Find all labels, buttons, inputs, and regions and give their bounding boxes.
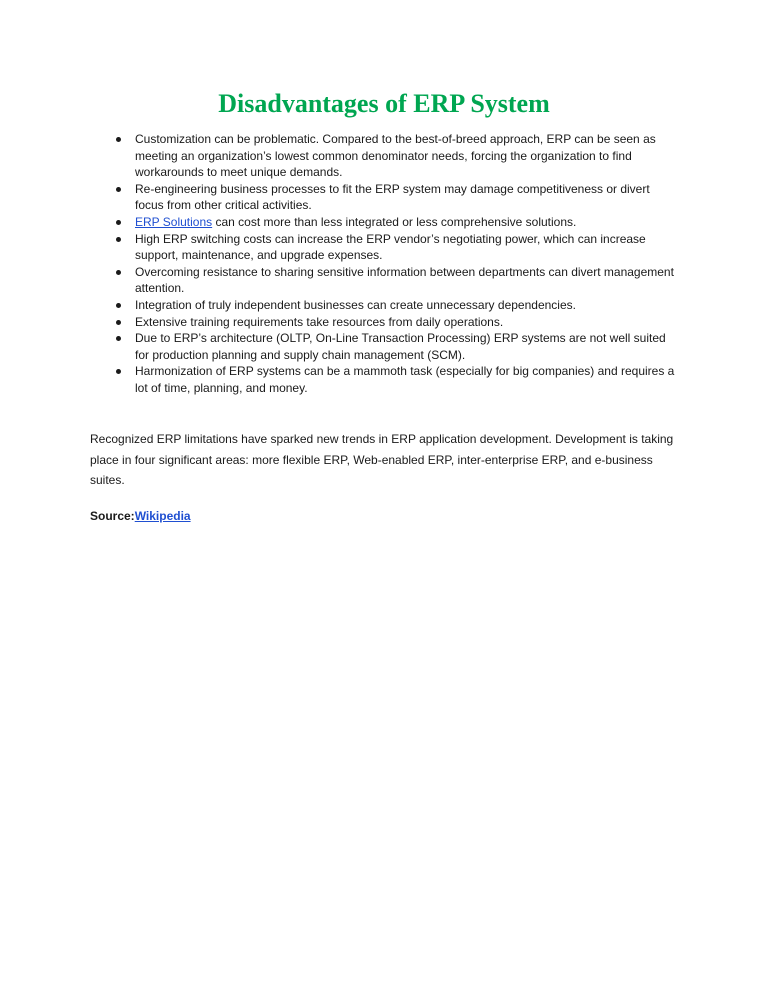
bullet-icon [116, 303, 121, 308]
bullet-icon [116, 336, 121, 341]
list-item [0, 297, 768, 314]
list-item-text: Harmonization of ERP systems can be a mammoth task (especially for big companies) and requires a lot of time, planning, and money. [135, 364, 675, 395]
source-label: Source: [90, 509, 135, 523]
erp-solutions-link[interactable]: ERP Solutions [135, 214, 213, 229]
bullet-icon [116, 220, 121, 225]
source-line [90, 508, 191, 524]
list-item [0, 363, 768, 396]
list-item [0, 214, 768, 231]
body-paragraph: Recognized ERP limitations have sparked new trends in ERP application development. Development is taking place in four significant areas: more flexible ERP, Web-enabled ERP, inter-enterprise ERP, and e-business suites. [90, 432, 674, 487]
list-item-text: Overcoming resistance to sharing sensitive information between departments can divert management attention. [135, 264, 674, 296]
list-item-text: Due to ERP’s architecture (OLTP, On-Line Transaction Processing) ERP systems are not well suited for production planning and supply chain management (SCM). [135, 331, 666, 362]
bullet-icon [116, 187, 121, 192]
list-item [0, 330, 768, 363]
list-item [0, 181, 768, 214]
list-item [0, 314, 768, 331]
list-item-text: Integration of truly independent businesses can create unnecessary dependencies. [135, 297, 576, 312]
disadvantages-list [0, 131, 768, 397]
page-title: Disadvantages of ERP System [218, 89, 550, 118]
list-item-text: High ERP switching costs can increase the ERP vendor’s negotiating power, which can increase support, maintenance, and upgrade expenses. [135, 231, 646, 263]
list-item-text: can cost more than less integrated or less comprehensive solutions. [212, 214, 577, 229]
bullet-icon [116, 270, 121, 275]
bullet-icon [116, 320, 121, 325]
list-item [0, 131, 768, 181]
list-item-text: Customization can be problematic. Compared to the best-of-breed approach, ERP can be seen as meeting an organization’s lowest common denominator needs, forcing the organization to find workarounds to meet unique demands. [135, 132, 656, 180]
list-item [0, 264, 768, 297]
wikipedia-link[interactable]: Wikipedia [134, 509, 191, 523]
bullet-icon [116, 369, 121, 374]
bullet-icon [116, 237, 121, 242]
list-item-text: Extensive training requirements take resources from daily operations. [135, 314, 504, 329]
list-item [0, 231, 768, 264]
list-item-text: Re-engineering business processes to fit the ERP system may damage competitiveness or divert focus from other critical activities. [135, 181, 650, 213]
bullet-icon [116, 137, 121, 142]
